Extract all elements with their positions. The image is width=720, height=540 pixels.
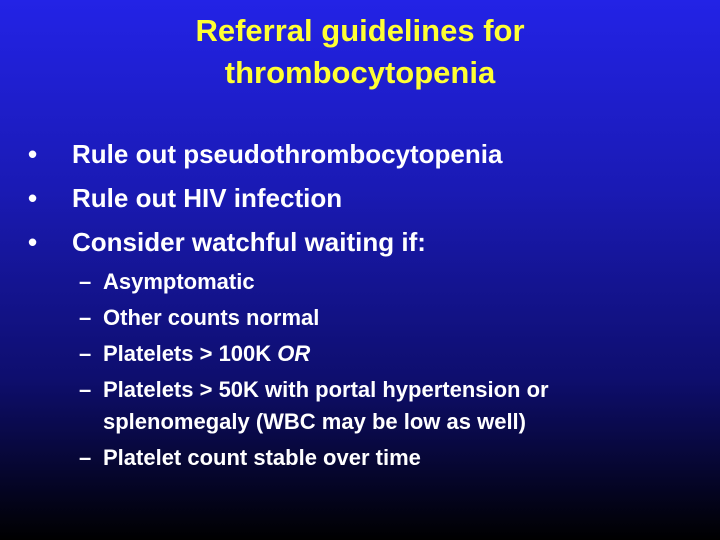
bullet-icon: •	[28, 139, 38, 169]
dash-icon: –	[79, 305, 92, 330]
sub-item-text: Platelet count stable over time	[103, 445, 421, 470]
sub-bullet-list	[79, 266, 699, 478]
bullet-text: Consider watchful waiting if:	[72, 227, 426, 257]
title-line-1: Referral guidelines for	[195, 13, 525, 48]
dash-icon: –	[79, 341, 92, 366]
dash-icon: –	[79, 269, 92, 294]
bullet-icon: •	[28, 227, 38, 257]
dash-icon: –	[79, 445, 92, 470]
sub-item-text-line-1: Platelets > 50K with portal hypertension or	[103, 377, 549, 402]
bullet-item	[28, 132, 708, 176]
sub-item-stable	[79, 442, 699, 474]
sub-item-platelets-100k	[79, 338, 699, 370]
bullet-list	[28, 132, 708, 264]
sub-item-text: Platelets > 100K	[103, 341, 278, 366]
bullet-item	[28, 176, 708, 220]
bullet-text: Rule out HIV infection	[72, 183, 343, 213]
sub-item-other-counts	[79, 302, 699, 334]
bullet-item	[28, 220, 708, 264]
sub-item-text: Asymptomatic	[103, 269, 255, 294]
title-line-2: thrombocytopenia	[224, 55, 496, 90]
slide-title	[0, 10, 720, 94]
sub-item-text: Other counts normal	[103, 305, 320, 330]
bullet-icon: •	[28, 183, 38, 213]
sub-item-asymptomatic	[79, 266, 699, 298]
or-emphasis: OR	[277, 341, 311, 366]
sub-item-platelets-50k	[79, 374, 699, 438]
sub-item-text-line-2: splenomegaly (WBC may be low as well)	[103, 409, 526, 434]
bullet-text: Rule out pseudothrombocytopenia	[72, 139, 503, 169]
dash-icon: –	[79, 377, 92, 402]
